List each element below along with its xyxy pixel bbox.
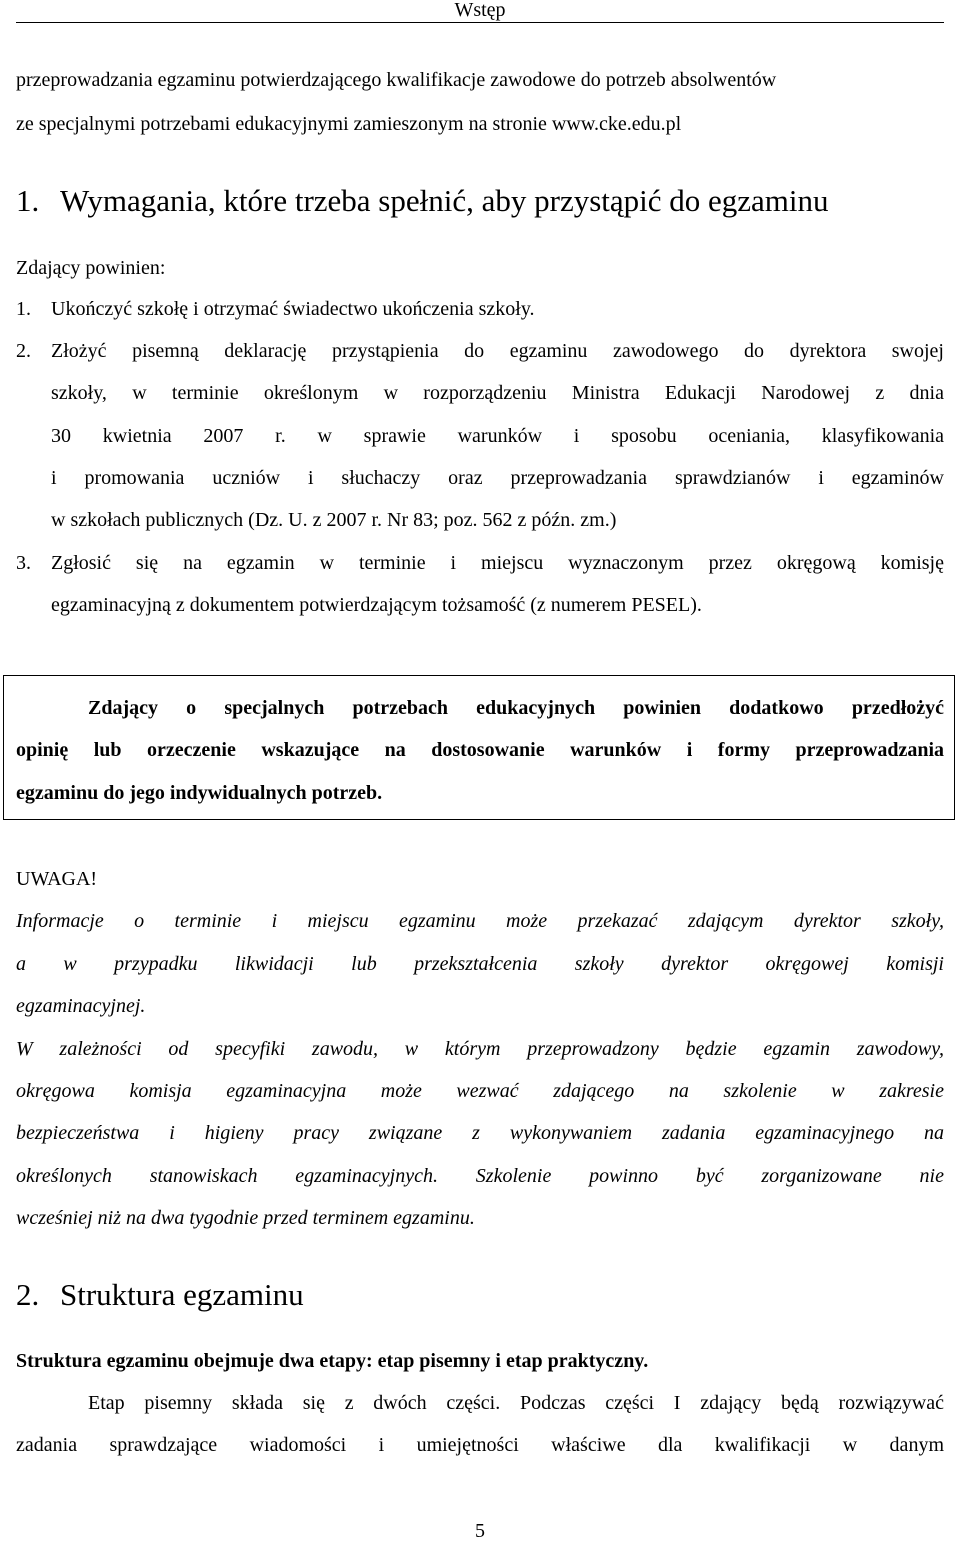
- list-item-text: 30 kwietnia 2007 r. w sprawie warunków i sposobu oceniania, klasyfikowania: [51, 425, 944, 447]
- list-item-text: i promowania uczniów i słuchaczy oraz przeprowadzania sprawdzianów i egzaminów: [51, 467, 944, 489]
- list-item-text: szkoły, w terminie określonym w rozporządzeniu Ministra Edukacji Narodowej z dnia: [51, 382, 944, 404]
- uwaga-text: W zależności od specyfiki zawodu, w którym przeprowadzony będzie egzamin zawodowy,: [16, 1038, 944, 1060]
- uwaga-text: bezpieczeństwa i higieny pracy związane z wykonywaniem zadania egzaminacyjnego na: [16, 1122, 944, 1144]
- notice-line: Zdający o specjalnych potrzebach edukacyjnych powinien dodatkowo przedłożyć: [88, 697, 944, 719]
- notice-line: egzaminu do jego indywidualnych potrzeb.: [16, 782, 383, 804]
- paragraph-line: zadania sprawdzające wiadomości i umiejętności właściwe dla kwalifikacji w danym: [16, 1434, 944, 1456]
- header-title: Wstęp: [454, 0, 506, 21]
- uwaga-text: a w przypadku likwidacji lub przekształcenia szkoły dyrektor okręgowej komisji: [16, 953, 944, 975]
- section-number: 2.: [16, 1277, 40, 1312]
- list-item-text: w szkołach publicznych (Dz. U. z 2007 r. Nr 83; poz. 562 z późn. zm.): [51, 509, 617, 531]
- list-item-text: egzaminacyjną z dokumentem potwierdzającym tożsamość (z numerem PESEL).: [51, 594, 702, 616]
- uwaga-text: określonych stanowiskach egzaminacyjnych. Szkolenie powinno być zorganizowane nie: [16, 1165, 944, 1187]
- list-item-number: 2.: [16, 340, 31, 362]
- page-number: 5: [475, 1520, 485, 1542]
- paragraph-line: Etap pisemny składa się z dwóch części. Podczas części I zdający będą rozwiązywać: [88, 1392, 944, 1414]
- uwaga-text: wcześniej niż na dwa tygodnie przed terminem egzaminu.: [16, 1207, 475, 1229]
- uwaga-text: egzaminacyjnej.: [16, 995, 146, 1017]
- intro-line: ze specjalnymi potrzebami edukacyjnymi zamieszonym na stronie www.cke.edu.pl: [16, 113, 682, 135]
- section-heading: [16, 183, 829, 219]
- lead-text: Zdający powinien:: [16, 257, 166, 279]
- section-heading: [16, 1277, 304, 1313]
- bold-lead-text: Struktura egzaminu obejmuje dwa etapy: etap pisemny i etap praktyczny.: [16, 1350, 649, 1372]
- uwaga-label: UWAGA!: [16, 868, 98, 890]
- section-title: Wymagania, które trzeba spełnić, aby przystąpić do egzaminu: [60, 183, 829, 218]
- list-item-number: 1.: [16, 298, 31, 320]
- list-item-text: Złożyć pisemną deklarację przystąpienia do egzaminu zawodowego do dyrektora swojej: [51, 340, 944, 362]
- page-header: [16, 0, 944, 23]
- notice-line: opinię lub orzeczenie wskazujące na dostosowanie warunków i formy przeprowadzania: [16, 739, 944, 761]
- list-item-text: Zgłosić się na egzamin w terminie i miejscu wyznaczonym przez okręgową komisję: [51, 552, 944, 574]
- list-item-number: 3.: [16, 552, 31, 574]
- section-number: 1.: [16, 183, 40, 218]
- uwaga-text: Informacje o terminie i miejscu egzaminu może przekazać zdającym dyrektor szkoły,: [16, 910, 944, 932]
- uwaga-text: okręgowa komisja egzaminacyjna może wezwać zdającego na szkolenie w zakresie: [16, 1080, 944, 1102]
- intro-line: przeprowadzania egzaminu potwierdzającego kwalifikacje zawodowe do potrzeb absolwentów: [16, 69, 777, 91]
- list-item-text: Ukończyć szkołę i otrzymać świadectwo ukończenia szkoły.: [51, 298, 535, 320]
- section-title: Struktura egzaminu: [60, 1277, 304, 1312]
